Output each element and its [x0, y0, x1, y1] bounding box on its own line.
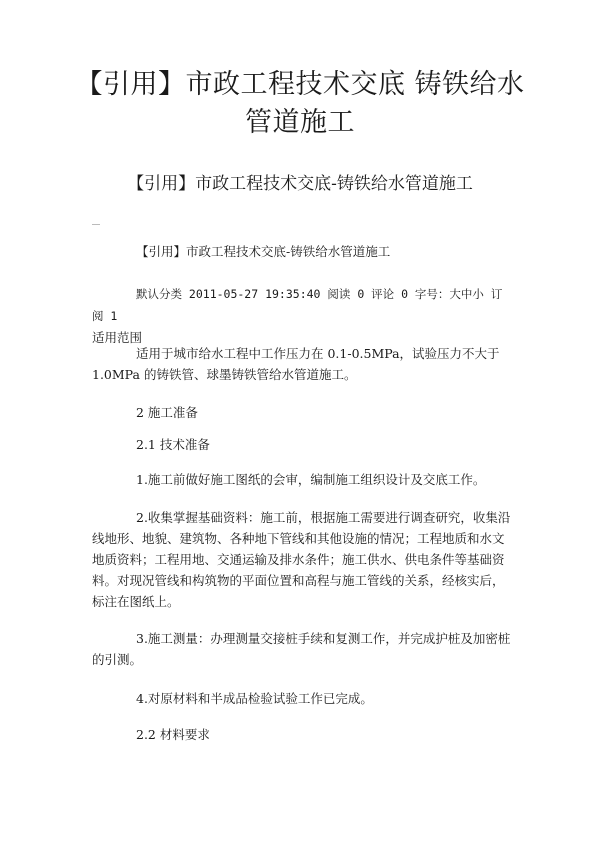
- paragraph-quote-title: 【引用】市政工程技术交底-铸铁给水管道施工: [136, 244, 391, 259]
- section-scope-heading: 适用范围: [92, 330, 143, 345]
- paragraph-drawing-review: 1.施工前做好施工图纸的会审，编制施工组织设计及交底工作。: [136, 472, 486, 487]
- section-divider: [92, 224, 100, 225]
- document-title: [60, 66, 540, 142]
- document-title-line-2: 管道施工: [245, 107, 355, 138]
- document-subtitle: 【引用】市政工程技术交底-铸铁给水管道施工: [127, 174, 473, 194]
- paragraph-survey: 3.施工测量：办理测量交接桩手续和复测工作，并完成护桩及加密桩的引测。: [92, 631, 511, 667]
- scope-line-1: 适用于城市给水工程中工作压力在 0.1-0.5MPa，试验压力不大于: [136, 346, 500, 361]
- paragraph-basic-data: 2.收集掌握基础资料：施工前，根据施工需要进行调查研究，收集沿线地形、地貌、建筑物、各种地下管线和其他设施的情况；工程地质和水文地质资料；工程用地、交通运输及排水条件；施工供水、供电条件等基础资料。对现况管线和构筑物的平面位置和高程与施工管线的关系，经核实后，标注在图纸上。: [92, 510, 511, 609]
- paragraph-meta: [92, 283, 512, 348]
- document-title-line-1: 【引用】市政工程技术交底 铸铁给水: [75, 69, 525, 100]
- heading-material-requirements: 2.2 材料要求: [136, 727, 210, 742]
- meta-info: 默认分类 2011-05-27 19:35:40 阅读 0 评论 0 字号：大中小 订阅 1: [92, 287, 503, 323]
- paragraph-materials-test: 4.对原材料和半成品检验试验工作已完成。: [136, 691, 373, 706]
- heading-technical-prep: 2.1 技术准备: [136, 437, 210, 452]
- paragraph-scope: [92, 343, 512, 385]
- heading-construction-prep: 2 施工准备: [136, 405, 198, 420]
- scope-line-2: 1.0MPa 的铸铁管、球墨铸铁管给水管道施工。: [92, 367, 357, 382]
